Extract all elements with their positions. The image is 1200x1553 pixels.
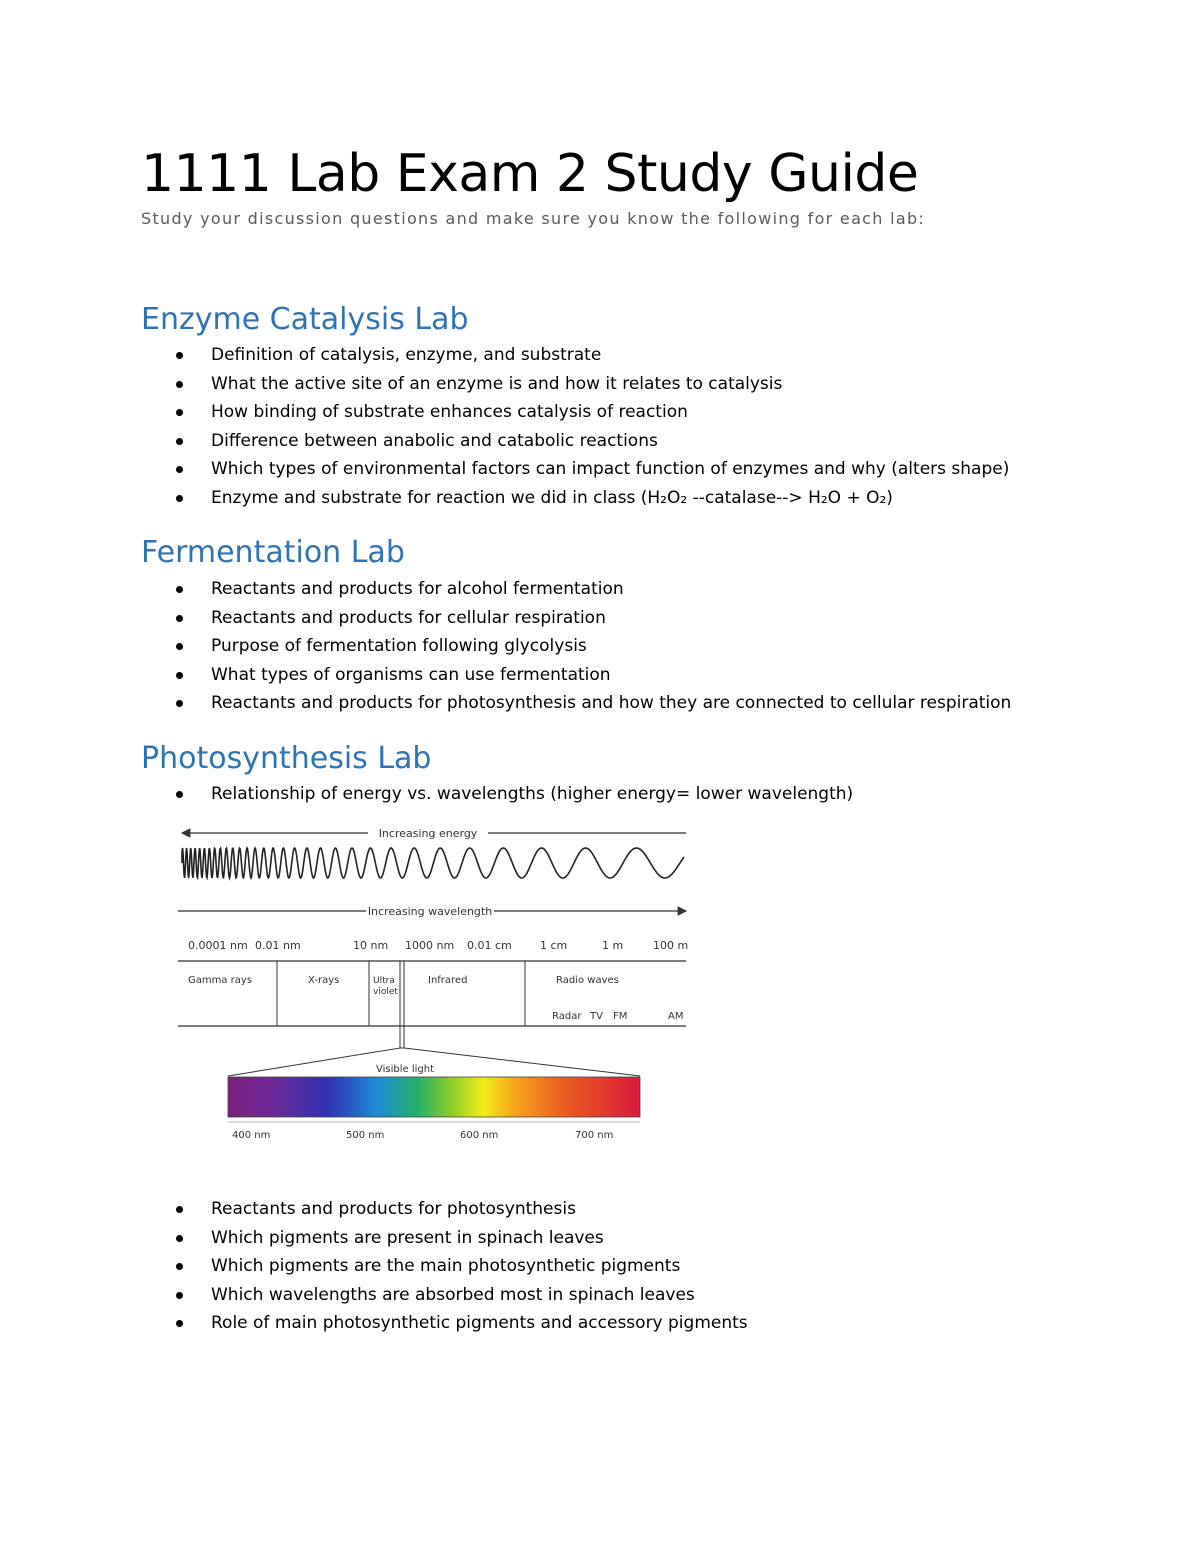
fermentation-bullet-list (141, 575, 1011, 718)
wave-icon (182, 848, 684, 878)
section-heading-enzyme: Enzyme Catalysis Lab (141, 302, 469, 337)
list-item: Enzyme and substrate for reaction we did in class (H₂O₂ --catalase--> H₂O + O₂) (141, 484, 1009, 513)
radio-sub-am: AM (668, 1011, 684, 1022)
scale-label: 1000 nm (405, 939, 455, 952)
list-item: Which types of environmental factors can impact function of enzymes and why (alters shape) (141, 455, 1009, 484)
scale-label: 0.01 nm (255, 939, 301, 952)
scale-label: 0.0001 nm (188, 939, 248, 952)
electromagnetic-spectrum-figure (170, 820, 700, 1150)
visible-tick-label: 400 nm (232, 1130, 271, 1141)
list-item: What the active site of an enzyme is and how it relates to catalysis (141, 370, 1009, 399)
visible-marker (400, 1026, 404, 1048)
increasing-energy-label: Increasing energy (378, 827, 478, 840)
band-label-infrared: Infrared (428, 975, 468, 986)
band-label-ultra: Ultra (373, 976, 395, 986)
radio-sub-radar: Radar (552, 1011, 582, 1022)
scale-label: 1 m (602, 939, 624, 952)
list-item: Definition of catalysis, enzyme, and substrate (141, 341, 1009, 370)
band-label-gamma: Gamma rays (188, 975, 253, 986)
list-item: Role of main photosynthetic pigments and accessory pigments (141, 1309, 748, 1338)
band-label-xrays: X-rays (308, 975, 340, 986)
list-item: Reactants and products for cellular respiration (141, 604, 1011, 633)
list-item: How binding of substrate enhances catalysis of reaction (141, 398, 1009, 427)
visible-light-label: Visible light (375, 1064, 435, 1075)
section-heading-fermentation: Fermentation Lab (141, 535, 405, 570)
photosynthesis-bullet-list (141, 780, 853, 809)
visible-tick-label: 600 nm (460, 1130, 499, 1141)
photosynthesis-bullet-list-continued (141, 1195, 748, 1338)
list-item: Difference between anabolic and catabolic reactions (141, 427, 1009, 456)
list-item: Reactants and products for photosynthesis (141, 1195, 748, 1224)
list-item: Which pigments are present in spinach leaves (141, 1224, 748, 1253)
list-item: Which wavelengths are absorbed most in spinach leaves (141, 1281, 748, 1310)
list-item: Purpose of fermentation following glycolysis (141, 632, 1011, 661)
list-item: Which pigments are the main photosynthetic pigments (141, 1252, 748, 1281)
visible-spectrum-bar (228, 1077, 640, 1117)
scale-label: 100 m (653, 939, 689, 952)
scale-label: 0.01 cm (467, 939, 512, 952)
visible-callout-line (404, 1048, 640, 1076)
section-heading-photosynthesis: Photosynthesis Lab (141, 741, 432, 776)
visible-tick-label: 500 nm (346, 1130, 385, 1141)
band-label-radio: Radio waves (556, 975, 619, 986)
increasing-wavelength-label: Increasing wavelength (367, 905, 493, 918)
list-item: Relationship of energy vs. wavelengths (higher energy= lower wavelength) (141, 780, 853, 809)
list-item: Reactants and products for alcohol fermentation (141, 575, 1011, 604)
scale-label: 1 cm (540, 939, 568, 952)
enzyme-bullet-list (141, 341, 1009, 512)
radio-sub-tv: TV (590, 1011, 603, 1022)
visible-callout-line (228, 1048, 400, 1076)
list-item: What types of organisms can use fermentation (141, 661, 1011, 690)
radio-sub-fm: FM (613, 1011, 628, 1022)
list-item: Reactants and products for photosynthesis and how they are connected to cellular respiration (141, 689, 1011, 718)
visible-tick-label: 700 nm (575, 1130, 614, 1141)
scale-label: 10 nm (353, 939, 389, 952)
document-subtitle: Study your discussion questions and make sure you know the following for each lab: (141, 209, 926, 228)
document-title: 1111 Lab Exam 2 Study Guide (141, 144, 919, 204)
band-label-violet: violet (373, 987, 398, 997)
